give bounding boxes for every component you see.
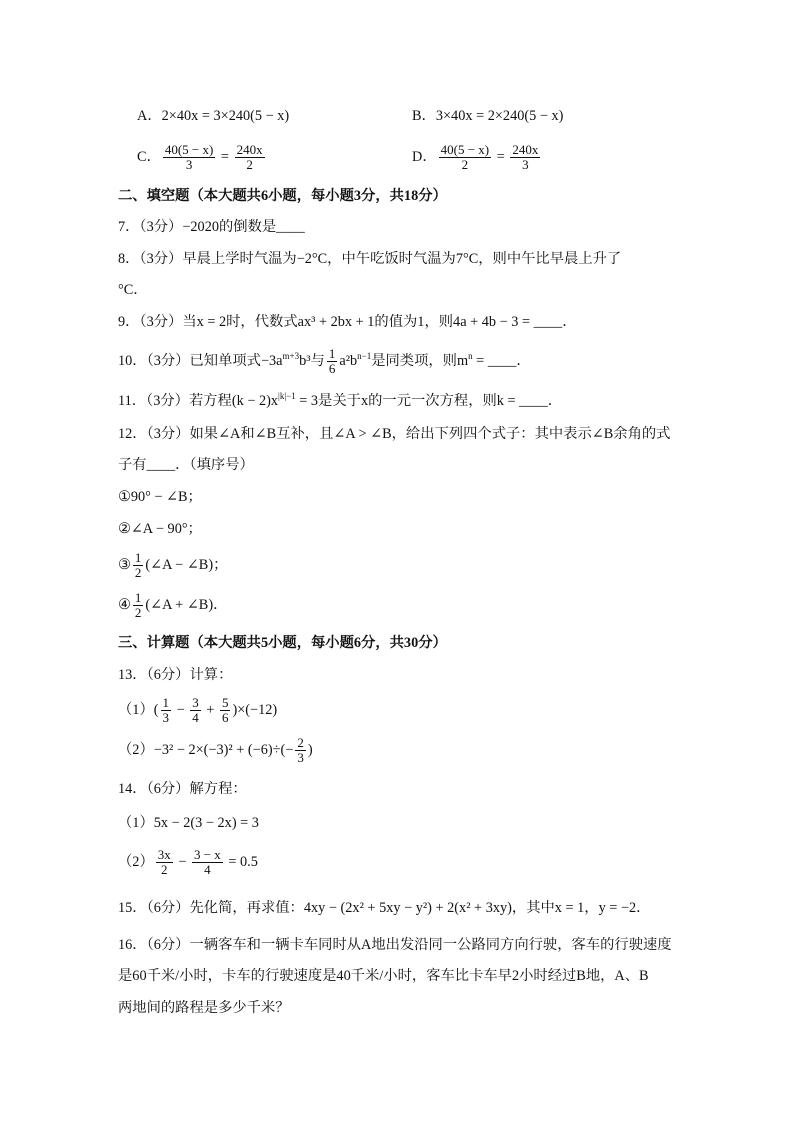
q11-part: = 3是关于x的一元一次方程，则k = ____． (295, 393, 563, 409)
option-label: C． (137, 149, 161, 165)
numerator: 5 (221, 695, 229, 711)
q11-part: 11．（3分）若方程(k − 2)x (118, 393, 279, 409)
denominator: 3 (297, 750, 304, 766)
numerator: 40(5 − x) (164, 142, 214, 158)
denominator: 6 (221, 710, 229, 726)
q10-part: 10．（3分）已知单项式−3a (118, 353, 283, 369)
q10-part: = ____． (472, 353, 531, 369)
q10-exponent: n−1 (357, 351, 372, 361)
q16-line1: 16．（6分）一辆客车和一辆卡车同时从A地出发沿同一公路同方向行驶，客车的行驶速度 (118, 937, 672, 953)
option-expression: 2×40x = 3×240(5 − x) (161, 108, 290, 124)
q13-title: 13．（6分）计算： (118, 667, 233, 683)
denominator: 2 (161, 862, 168, 878)
q10-part: 是同类项，则m (371, 353, 469, 369)
option-mark: ③ (118, 557, 131, 573)
option-expression: 3×40x = 2×240(5 − x) (435, 108, 564, 124)
numerator: 240x (236, 142, 263, 158)
numerator: 1 (328, 346, 336, 362)
q11-exponent: |k|−1 (278, 391, 296, 401)
q6-option-c (137, 140, 267, 174)
denominator: 3 (162, 710, 170, 726)
sub-label: （2） (118, 854, 154, 870)
fraction (295, 736, 306, 765)
denominator: 2 (246, 157, 253, 173)
q6-option-a (137, 106, 289, 126)
q14-sub2 (118, 845, 258, 879)
numerator: 3 − x (193, 847, 221, 863)
numerator: 40(5 − x) (440, 142, 490, 158)
q15-text: 15．（6分）先化简，再求值：4xy − (2x² + 5xy − y²) + 2(x² + 3xy)，其中x = 1，y = −2． (118, 900, 651, 916)
expression-tail: ) (307, 742, 313, 758)
q12-option-3 (118, 548, 227, 582)
q8-line1: 8．（3分）早晨上学时气温为−2°C，中午吃饭时气温为7°C，则中午比早晨上升了 (118, 251, 622, 267)
numerator: 1 (162, 695, 170, 711)
fraction (190, 696, 201, 725)
numerator: 240x (512, 142, 539, 158)
numerator: 3x (157, 847, 171, 863)
option-expression: (∠A − ∠B)； (145, 557, 228, 573)
equals-sign: = (217, 149, 233, 165)
fraction (192, 848, 223, 877)
numerator: 3 (192, 695, 199, 711)
q12-option-4 (118, 588, 227, 622)
fraction (161, 696, 172, 725)
q16-line2: 是60千米/小时，卡车的行驶速度是40千米/小时，客车比卡车早2小时经过B地，A、B (118, 968, 649, 984)
q10-exponent: m+3 (282, 351, 300, 361)
q6-option-d (412, 140, 542, 174)
denominator: 2 (461, 157, 469, 173)
fraction (439, 143, 492, 172)
operator: + (202, 702, 218, 718)
fraction (327, 347, 338, 376)
q7-text: 7．（3分）−2020的倒数是____ (118, 219, 305, 235)
numerator: 1 (134, 550, 142, 566)
q16-line3: 两地间的路程是多少千米？ (118, 1000, 290, 1016)
q14-title: 14．（6分）解方程： (118, 781, 247, 797)
expression-tail: = 0.5 (224, 854, 258, 870)
denominator: 3 (522, 157, 529, 173)
option-label: A． (137, 108, 162, 124)
q10-line (118, 339, 531, 377)
fraction (235, 143, 265, 172)
q14-sub1 (118, 813, 259, 833)
fraction (133, 591, 144, 620)
q13-sub1 (118, 693, 277, 727)
option-expression: (∠A + ∠B)． (145, 597, 228, 613)
option-mark: ④ (118, 597, 131, 613)
q12-option-1: ①90° − ∠B； (118, 489, 202, 505)
section2-heading: 二、填空题（本大题共6小题，每小题3分，共18分） (118, 188, 447, 204)
denominator: 2 (134, 605, 142, 621)
denominator: 4 (204, 862, 211, 878)
q11-line (118, 386, 563, 409)
fraction (163, 143, 216, 172)
sub-label: （1） (118, 815, 154, 831)
equals-sign: = (493, 149, 509, 165)
operator: − (173, 702, 189, 718)
sub-label: （1） (118, 702, 154, 718)
q12-line2: 子有____．（填序号） (118, 457, 254, 473)
expression-tail: )×(−12) (232, 702, 278, 718)
numerator: 2 (297, 735, 304, 751)
option-label: D． (412, 149, 437, 165)
fraction (510, 143, 540, 172)
operator: − (174, 854, 190, 870)
q13-sub2 (118, 733, 313, 767)
expression: 5x − 2(3 − 2x) = 3 (153, 815, 259, 831)
q6-option-b (412, 106, 563, 126)
option-label: B． (412, 108, 436, 124)
fraction (156, 848, 173, 877)
q10-part: b³与 (299, 353, 325, 369)
fraction (220, 696, 231, 725)
q12-option-2: ②∠A − 90°； (118, 521, 202, 537)
q12-line1: 12．（3分）如果∠A和∠B互补，且∠A > ∠B，给出下列四个式子：其中表示∠B余角的式 (118, 426, 671, 442)
expression: −3² − 2×(−3)² + (−6)÷(− (153, 742, 294, 758)
paren-open: ( (153, 702, 159, 718)
denominator: 2 (134, 565, 142, 581)
denominator: 3 (185, 157, 193, 173)
denominator: 6 (328, 361, 336, 377)
sub-label: （2） (118, 742, 154, 758)
section3-heading: 三、计算题（本大题共5小题，每小题6分，共30分） (118, 635, 447, 651)
denominator: 4 (192, 710, 199, 726)
q10-exponent: n (468, 351, 473, 361)
numerator: 1 (134, 590, 142, 606)
fraction (133, 551, 144, 580)
q10-part: a²b (339, 353, 358, 369)
q8-line2: °C． (118, 282, 148, 298)
q9-text: 9．（3分）当x = 2时，代数式ax³ + 2bx + 1的值为1，则4a + 4b − 3 = ____． (118, 314, 577, 330)
